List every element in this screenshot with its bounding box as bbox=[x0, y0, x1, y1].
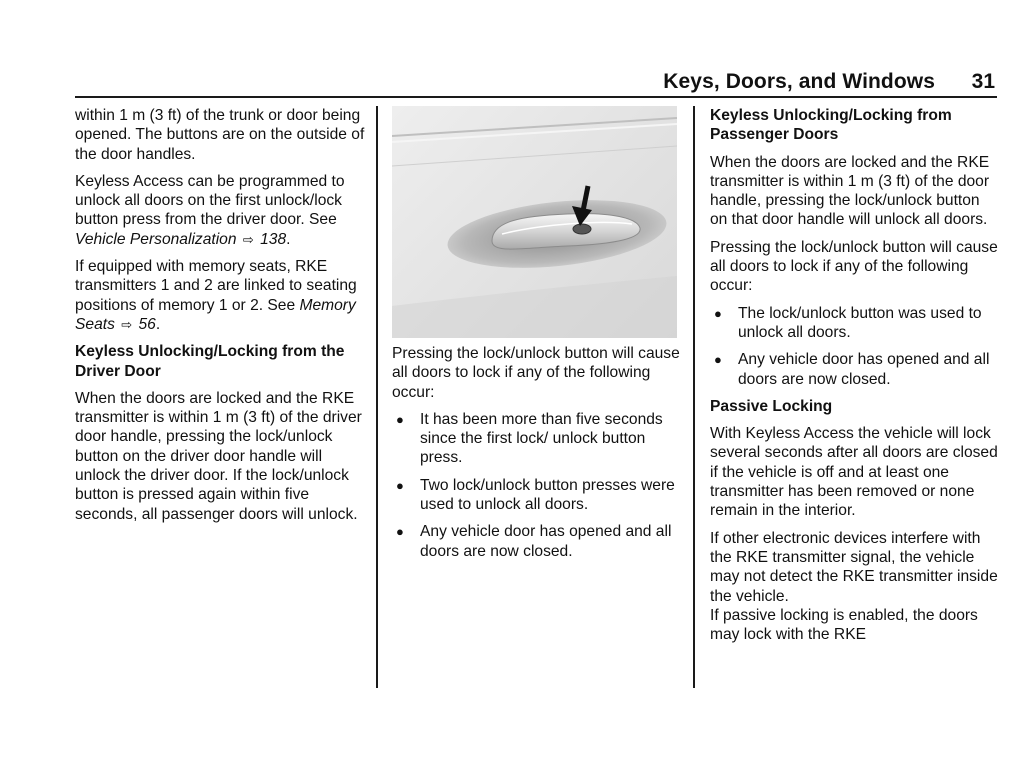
paragraph: If passive locking is enabled, the doors may lock with the RKE bbox=[710, 606, 978, 644]
paragraph-keyless-access bbox=[75, 172, 367, 249]
column-right bbox=[710, 106, 998, 652]
list-item bbox=[710, 304, 998, 343]
section-heading: Keyless Unlocking/Locking from the Driver Door bbox=[75, 343, 345, 380]
bullet-icon: ● bbox=[396, 411, 404, 427]
paragraph-end: . bbox=[155, 315, 161, 333]
page-ref-arrow-icon: ⇨ bbox=[121, 316, 133, 332]
list-item bbox=[710, 350, 998, 389]
paragraph: within 1 m (3 ft) of the trunk or door being opened. The buttons are on the outside of the door handles. bbox=[75, 107, 365, 163]
list-item-text: Two lock/unlock button presses were used to unlock all doors. bbox=[420, 476, 675, 514]
section-heading: Passive Locking bbox=[710, 397, 833, 415]
paragraph: With Keyless Access the vehicle will lock several seconds after all doors are closed if the vehicle is off and at least one transmitter has been removed or none remain in the interior. bbox=[710, 425, 998, 520]
list-item bbox=[392, 476, 684, 515]
bullet-icon: ● bbox=[396, 477, 404, 493]
list-item-text: It has been more than five seconds since the first lock/ unlock button press. bbox=[420, 410, 663, 467]
list-item-text: The lock/unlock button was used to unlock all doors. bbox=[738, 304, 982, 341]
paragraph-text: Keyless Access can be programmed to unlock all doors on the first unlock/lock button press from the driver door. See bbox=[75, 172, 345, 229]
page-reference[interactable]: 56 bbox=[138, 315, 156, 333]
door-handle-drawing bbox=[392, 106, 677, 338]
paragraph-end: . bbox=[286, 230, 291, 248]
paragraph-text: If equipped with memory seats, RKE transmitters 1 and 2 are linked to seating positions of memory 1 or 2. See bbox=[75, 258, 357, 314]
door-handle-illustration bbox=[392, 106, 677, 338]
column-divider bbox=[693, 106, 695, 688]
bullet-icon: ● bbox=[714, 305, 722, 321]
bullet-list bbox=[710, 304, 998, 389]
page-header bbox=[75, 64, 997, 98]
paragraph: When the doors are locked and the RKE transmitter is within 1 m (3 ft) of the door handle, pressing the lock/unlock button on that door handle will unlock all doors. bbox=[710, 153, 990, 229]
paragraph: Pressing the lock/unlock button will cause all doors to lock if any of the following occur: bbox=[710, 238, 998, 295]
cross-reference-link[interactable]: Vehicle Personalization bbox=[75, 230, 237, 248]
bullet-icon: ● bbox=[714, 352, 722, 368]
section-title: Keys, Doors, and Windows bbox=[663, 70, 935, 93]
page-ref-arrow-icon: ⇨ bbox=[242, 231, 254, 247]
paragraph-memory-seats bbox=[75, 257, 367, 334]
section-heading: Keyless Unlocking/Locking from Passenger Doors bbox=[710, 107, 952, 144]
list-item-text: Any vehicle door has opened and all doors are now closed. bbox=[420, 523, 672, 560]
list-item bbox=[392, 410, 684, 468]
column-middle bbox=[392, 106, 684, 569]
bullet-list bbox=[392, 410, 684, 561]
paragraph: Pressing the lock/unlock button will cause all doors to lock if any of the following occur: bbox=[392, 345, 680, 401]
bullet-icon: ● bbox=[396, 524, 404, 540]
list-item bbox=[392, 522, 684, 561]
cross-reference-link[interactable]: Memory Seats bbox=[75, 296, 356, 333]
page-reference[interactable]: 138 bbox=[260, 230, 287, 248]
column-left bbox=[75, 106, 367, 532]
list-item-text: Any vehicle door has opened and all doors are now closed. bbox=[738, 351, 990, 388]
paragraph: When the doors are locked and the RKE transmitter is within 1 m (3 ft) of the driver door handle, pressing the lock/unlock button on the driver door handle will unlock the driver door. If the lock/unlock button is pressed again within five seconds, all passenger doors will unlock. bbox=[75, 389, 362, 523]
column-divider bbox=[376, 106, 378, 688]
paragraph: If other electronic devices interfere with the RKE transmitter signal, the vehicle may not detect the RKE transmitter inside the vehicle. bbox=[710, 529, 998, 605]
page-number: 31 bbox=[971, 70, 995, 93]
